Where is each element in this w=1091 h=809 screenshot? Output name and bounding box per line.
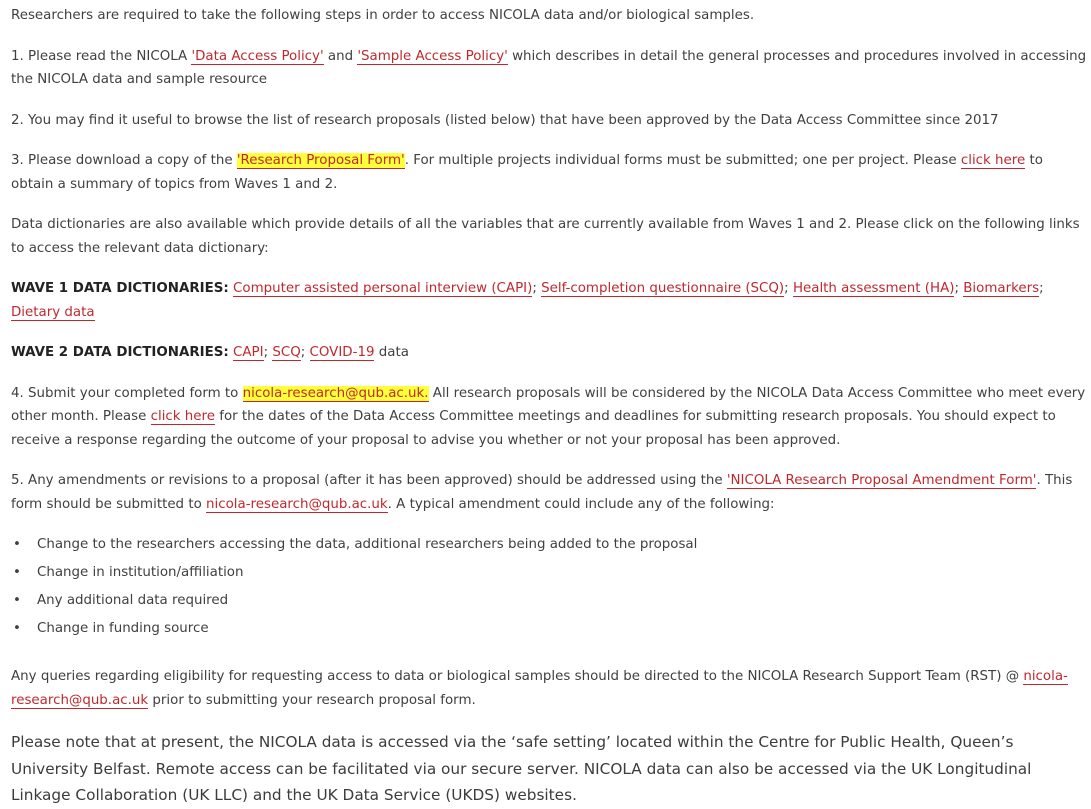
list-item-text: Any additional data required <box>37 593 229 608</box>
list-item <box>11 531 1087 559</box>
data-dictionaries-text: Data dictionaries are also available which provide details of all the variables that are currently available from Waves 1 and 2. Please click on the following links to access the relevant data dictionary: <box>11 217 1080 256</box>
wave-2-sep: ; <box>300 345 310 360</box>
wave-2-sep: ; <box>263 345 273 360</box>
intro-text: Researchers are required to take the following steps in order to access NICOLA data and/or biological samples. <box>11 8 755 23</box>
step-1-and: and <box>323 48 358 64</box>
submit-email-link[interactable]: nicola-research@qub.ac.uk. <box>242 385 429 401</box>
sample-access-policy-link[interactable]: 'Sample Access Policy' <box>357 48 508 64</box>
list-item-text: Change in funding source <box>37 621 209 636</box>
bullet-icon: • <box>13 593 21 608</box>
step-2: 2. You may find it useful to browse the list of research proposals (listed below) that have been approved by the Data Access Committee since 2017 <box>11 112 999 128</box>
step-4-middle: All research proposals will be considered by the NICOLA Data Access Committee who meet every other month. Please <box>11 385 1086 424</box>
wave-1-ha-link[interactable]: Health assessment (HA) <box>792 281 955 296</box>
step-4-suffix: for the dates of the Data Access Committee meetings and deadlines for submitting research proposals. You should expect to receive a response regarding the outcome of your proposal to advise you whether or not your proposal has been approved. <box>11 409 1056 448</box>
list-item-text: Change to the researchers accessing the data, additional researchers being added to the proposal <box>37 537 698 552</box>
list-item <box>11 587 1087 615</box>
wave-2-label: WAVE 2 DATA DICTIONARIES: <box>11 345 229 360</box>
step-1-prefix: 1. Please read the NICOLA <box>11 48 192 64</box>
list-item <box>11 559 1087 587</box>
step-3-middle: . For multiple projects individual forms must be submitted; one per project. Please <box>404 153 961 168</box>
data-access-policy-link[interactable]: 'Data Access Policy' <box>191 48 324 64</box>
wave-1-label: WAVE 1 DATA DICTIONARIES: <box>11 281 229 296</box>
step-4-prefix: 4. Submit your completed form to <box>11 385 243 401</box>
step-1 <box>11 45 1087 92</box>
step-5-suffix: . A typical amendment could include any of the following: <box>387 496 775 512</box>
list-item-text: Change in institution/affiliation <box>37 565 244 580</box>
step-5-prefix: 5. Any amendments or revisions to a proposal (after it has been approved) should be addressed using the <box>11 473 727 488</box>
access-note: Please note that at present, the NICOLA data is accessed via the ‘safe setting’ located within the Centre for Public Health, Queen’s University Belfast. Remote access can be facilitated via our secure server. NICOLA data can also be accessed via the UK Longitudinal Linkage Collaboration (UK LLC) and the UK Data Service (UKDS) websites. <box>11 733 1032 804</box>
step-3-prefix: 3. Please download a copy of the <box>11 153 237 168</box>
amendment-list <box>11 531 1087 643</box>
wave-1-dictionaries <box>11 277 1087 324</box>
wave-1-biomarkers-link[interactable]: Biomarkers <box>963 281 1040 296</box>
wave-2-tail: data <box>374 345 409 360</box>
wave-1-scq-link[interactable]: Self-completion questionnaire (SCQ) <box>541 281 785 296</box>
step-3-suffix: to obtain a summary of topics from Waves 1 and 2. <box>11 153 1043 192</box>
step-5 <box>11 469 1087 516</box>
queries-suffix: prior to submitting your research proposal form. <box>148 692 476 708</box>
wave-2-dictionaries <box>11 341 1087 365</box>
step-5-middle: . This form should be submitted to <box>11 473 1073 512</box>
step-1-suffix: which describes in detail the general processes and procedures involved in accessing the NICOLA data and sample resource <box>11 48 1087 87</box>
bullet-icon: • <box>13 565 21 580</box>
bullet-icon: • <box>13 537 21 552</box>
topics-click-here-link[interactable]: click here <box>960 153 1026 168</box>
step-3 <box>11 149 1087 196</box>
step-4 <box>11 382 1087 453</box>
wave-1-sep: ; <box>784 281 793 296</box>
rst-email-part-1: nicola- <box>1023 669 1068 684</box>
wave-2-scq-link[interactable]: SCQ <box>272 345 301 360</box>
wave-1-capi-link[interactable]: Computer assisted personal interview (CAPI) <box>233 281 533 296</box>
queries-text <box>11 665 1087 712</box>
rst-email-part-2: research@qub.ac.uk <box>11 692 149 708</box>
document-body <box>11 0 1087 809</box>
list-item <box>11 615 1087 643</box>
wave-2-covid-link[interactable]: COVID-19 <box>309 345 375 360</box>
queries-prefix: Any queries regarding eligibility for requesting access to data or biological samples should be directed to the NICOLA Research Support Team (RST) @ <box>11 669 1024 684</box>
wave-2-capi-link[interactable]: CAPI <box>233 345 264 360</box>
amendment-email-link[interactable]: nicola-research@qub.ac.uk <box>206 496 388 512</box>
research-proposal-form-link[interactable]: 'Research Proposal Form' <box>236 153 405 168</box>
amendment-form-link[interactable]: 'NICOLA Research Proposal Amendment Form' <box>726 473 1037 488</box>
wave-1-sep: ; <box>532 281 542 296</box>
bullet-icon: • <box>13 621 21 636</box>
wave-1-sep: ; <box>1039 281 1044 296</box>
wave-1-dietary-link[interactable]: Dietary data <box>11 304 95 320</box>
wave-1-sep: ; <box>954 281 964 296</box>
committee-dates-link[interactable]: click here <box>150 409 215 424</box>
